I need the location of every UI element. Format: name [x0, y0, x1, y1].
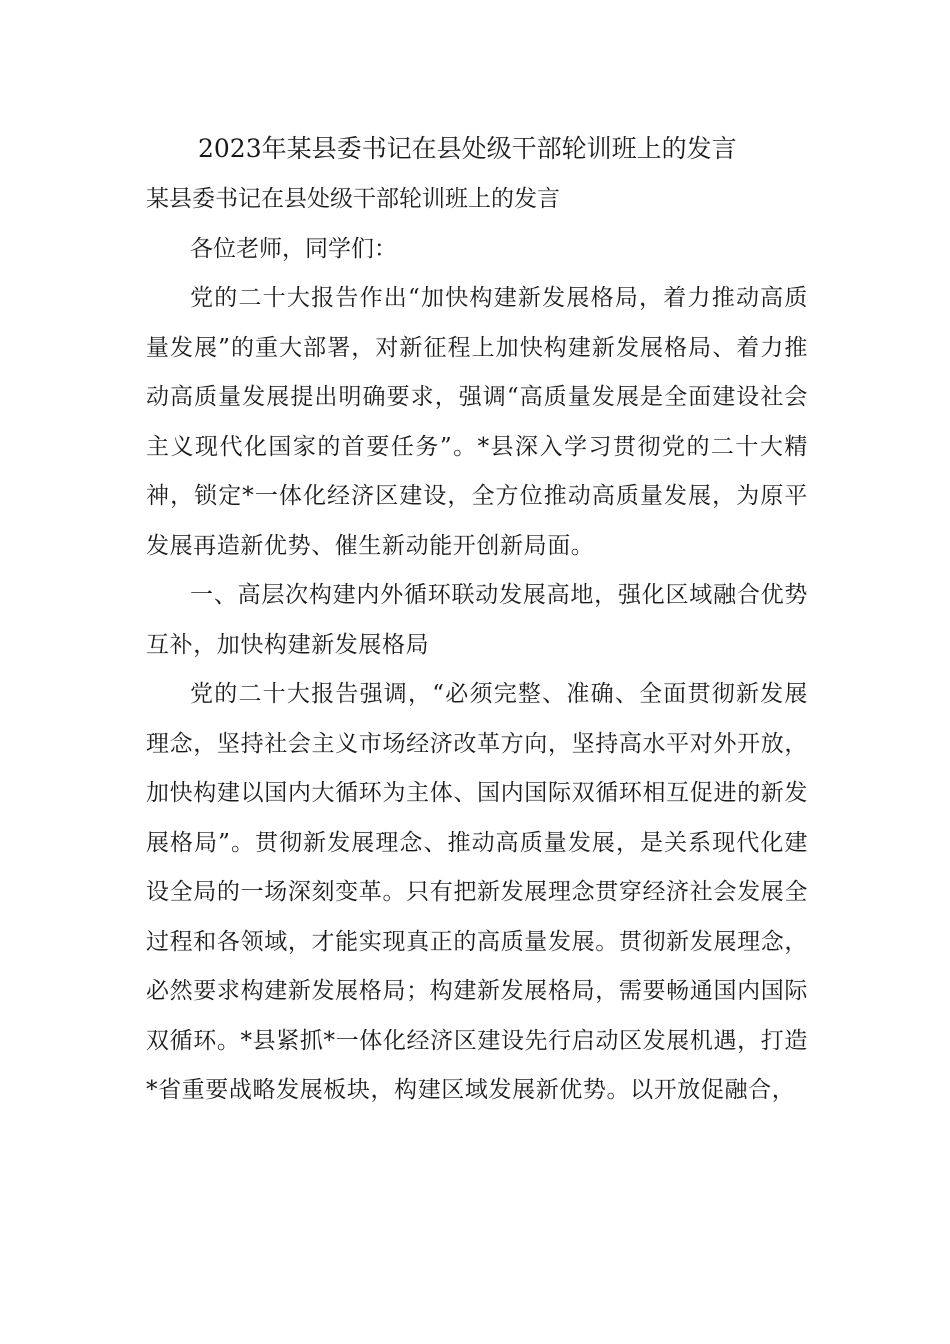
salutation: 各位老师，同学们：	[190, 236, 397, 262]
document-subtitle: 某县委书记在县处级干部轮训班上的发言	[146, 186, 560, 212]
section-heading-1: 一、高层次构建内外循环联动发展高地，强化区域融合优势互补，加快构建新发展格局	[146, 582, 808, 658]
paragraph-section-1: 党的二十大报告强调，“必须完整、准确、全面贯彻新发展理念，坚持社会主义市场经济改革方向，坚持高水平对外开放，加快构建以国内大循环为主体、国内国际双循环相互促进的新发展格局”。贯彻新发展理念、推动高质量发展，是关系现代化建设全局的一场深刻变革。只有把新发展理念贯穿经济社会发展全过程和各领域，才能实现真正的高质量发展。贯彻新发展理念，必然要求构建新发展格局；构建新发展格局，需要畅通国内国际双循环。*县紧抓*一体化经济区建设先行启动区发展机遇，打造*省重要战略发展板块，构建区域发展新优势。以开放促融合，	[146, 681, 808, 1103]
document-title: 2023年某县委书记在县处级干部轮训班上的发言	[198, 134, 737, 163]
document-page	[146, 124, 808, 1116]
paragraph-intro: 党的二十大报告作出“加快构建新发展格局，着力推动高质量发展”的重大部署，对新征程上加快构建新发展格局、着力推动高质量发展提出明确要求，强调“高质量发展是全面建设社会主义现代化国家的首要任务”。*县深入学习贯彻党的二十大精神，锁定*一体化经济区建设，全方位推动高质量发展，为原平发展再造新优势、催生新动能开创新局面。	[146, 285, 808, 559]
